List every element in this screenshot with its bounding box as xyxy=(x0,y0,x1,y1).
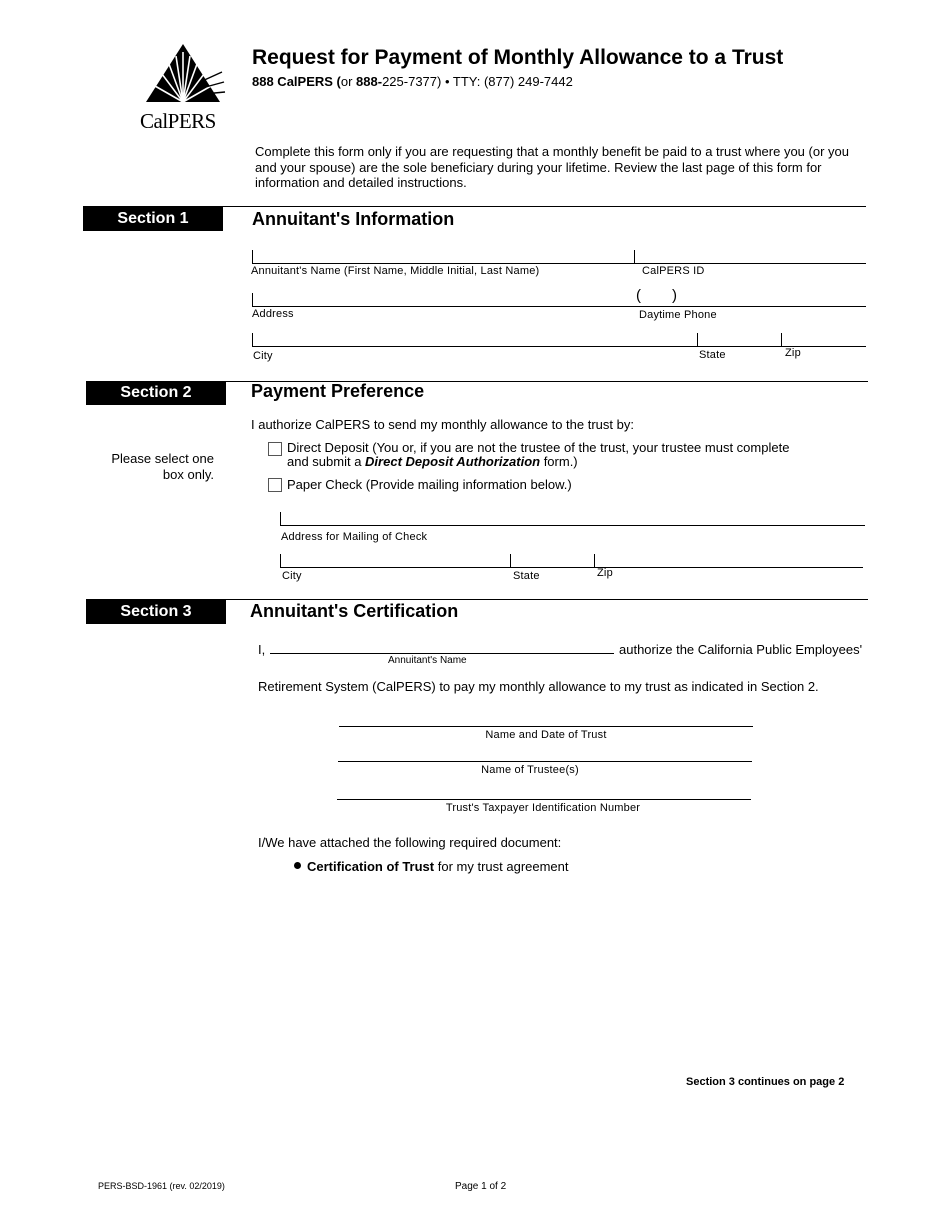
authorize-text: I authorize CalPERS to send my monthly allowance to the trust by: xyxy=(251,417,634,432)
field-divider xyxy=(510,554,511,567)
section3-title: Annuitant's Certification xyxy=(250,601,459,621)
bullet-icon xyxy=(294,862,301,869)
direct-deposit-pre: and submit a xyxy=(287,453,366,469)
zip-label: Zip xyxy=(785,347,801,359)
certification-of-trust: Certification of Trust xyxy=(307,859,435,874)
field-divider xyxy=(280,512,281,525)
direct-deposit-checkbox[interactable] xyxy=(268,442,282,456)
select-one-note: Please select one box only. xyxy=(111,451,214,482)
direct-deposit-form-name: Direct Deposit Authorization xyxy=(365,453,541,469)
calpers-logo-icon xyxy=(140,42,226,104)
annuitant-name-caption: Annuitant's Name xyxy=(388,655,467,666)
phone-area-open-paren: ( xyxy=(636,287,641,304)
annuitant-name-label: Annuitant's Name (First Name, Middle Initial, Last Name) xyxy=(251,265,540,277)
paper-check-option: Paper Check (Provide mailing information below.) xyxy=(287,477,572,492)
section1-title: Annuitant's Information xyxy=(252,209,455,229)
attached-text: I/We have attached the following required document: xyxy=(258,835,562,850)
annuitant-name-field[interactable] xyxy=(252,263,866,264)
certification-i: I, xyxy=(258,642,266,657)
calpers-id-label: CalPERS ID xyxy=(642,265,705,277)
field-divider xyxy=(252,333,253,346)
trust-name-date-label: Name and Date of Trust xyxy=(485,729,607,741)
trust-tin-field[interactable] xyxy=(337,799,751,800)
authorize-tail: authorize the California Public Employees' xyxy=(619,642,863,657)
address-label: Address xyxy=(252,308,294,320)
continues-note: Section 3 continues on page 2 xyxy=(686,1076,845,1088)
mailing-address-label: Address for Mailing of Check xyxy=(281,531,428,543)
trust-agreement-text: for my trust agreement xyxy=(434,859,569,874)
phone-rest: 225-7377) • TTY: (877) 249-7442 xyxy=(382,74,573,89)
logo-text: CalPERS xyxy=(140,109,216,133)
direct-deposit-post: form.) xyxy=(540,453,578,469)
trustees-field[interactable] xyxy=(338,761,752,762)
page-title: Request for Payment of Monthly Allowance to a Trust xyxy=(252,46,784,69)
annuitant-name-signature-field[interactable] xyxy=(270,653,614,654)
field-divider xyxy=(634,250,635,263)
trust-tin-label: Trust's Taxpayer Identification Number xyxy=(445,802,641,814)
address-field[interactable] xyxy=(252,306,866,307)
direct-deposit-option xyxy=(287,441,789,468)
mailing-city-label: City xyxy=(282,570,302,582)
mailing-city-field[interactable] xyxy=(280,567,863,568)
form-id: PERS-BSD-1961 (rev. 02/2019) xyxy=(98,1181,225,1191)
field-divider xyxy=(594,554,595,567)
intro-paragraph: Complete this form only if you are requesting that a monthly benefit be paid to a trust where you (or you and your spouse) are the sole beneficiary during your lifetime. Review the last page of this form for information and detailed instructions. xyxy=(255,144,849,190)
phone-line xyxy=(252,74,573,89)
field-divider xyxy=(697,333,698,346)
state-label: State xyxy=(699,349,726,361)
field-divider xyxy=(280,554,281,567)
phone-bold-2: 888- xyxy=(356,74,383,89)
retirement-system-line: Retirement System (CalPERS) to pay my monthly allowance to my trust as indicated in Section 2. xyxy=(258,679,819,694)
field-divider xyxy=(252,250,253,263)
daytime-phone-label: Daytime Phone xyxy=(639,309,717,321)
direct-deposit-line1: Direct Deposit (You or, if you are not the trustee of the trust, your trustee must complete xyxy=(287,440,790,455)
trust-name-date-field[interactable] xyxy=(339,726,753,727)
mailing-zip-label: Zip xyxy=(597,567,613,579)
trustees-label: Name of Trustee(s) xyxy=(481,764,579,776)
page-number: Page 1 of 2 xyxy=(455,1181,507,1192)
mailing-state-label: State xyxy=(513,570,540,582)
field-divider xyxy=(252,293,253,306)
phone-bold-1: 888 CalPERS ( xyxy=(252,74,341,89)
calpers-logo xyxy=(140,42,226,133)
required-document-item xyxy=(307,859,569,874)
phone-area-close-paren: ) xyxy=(672,287,677,304)
paper-check-checkbox[interactable] xyxy=(268,478,282,492)
section2-title: Payment Preference xyxy=(251,381,425,401)
section2-badge: Section 2 xyxy=(86,381,226,405)
city-label: City xyxy=(253,350,273,362)
section1-badge: Section 1 xyxy=(83,207,223,231)
city-field[interactable] xyxy=(252,346,866,347)
phone-or: or xyxy=(340,74,357,89)
section3-badge: Section 3 xyxy=(86,600,226,624)
mailing-address-field[interactable] xyxy=(280,525,865,526)
field-divider xyxy=(781,333,782,346)
